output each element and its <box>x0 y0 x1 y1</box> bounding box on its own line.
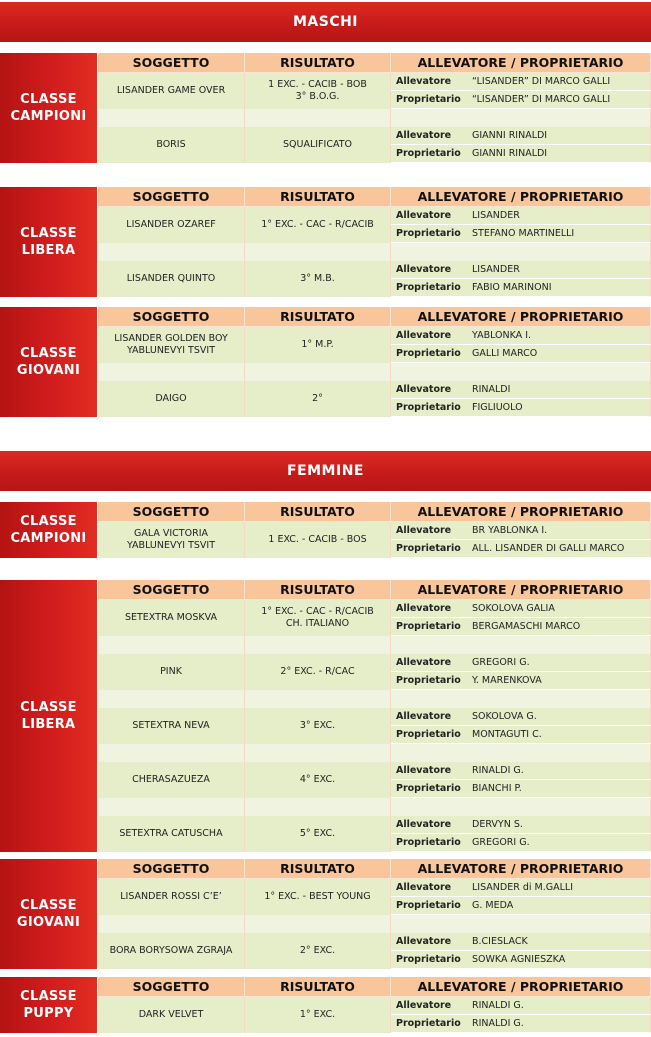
owner-name: GREGORI G. <box>472 837 530 848</box>
breeder-row <box>391 816 651 834</box>
breeder-role-label: Allevatore <box>396 330 452 341</box>
spacer-row <box>98 798 245 816</box>
subject-header: SOGGETTO <box>98 859 245 879</box>
result-text: 1° M.P. <box>301 339 334 350</box>
subject-name: SETEXTRA CATUSCHA <box>119 828 223 839</box>
class-section <box>0 859 651 969</box>
result-text: 4° EXC. <box>299 774 336 785</box>
result-cell <box>245 762 391 798</box>
owner-name: GALLI MARCO <box>472 348 538 359</box>
owner-role-label: Proprietario <box>396 402 461 413</box>
owner-row <box>391 91 651 109</box>
owner-row <box>391 225 651 243</box>
class-label <box>0 859 97 969</box>
breeder-row <box>391 127 651 145</box>
result-header: RISULTATO <box>245 53 391 73</box>
subject-cell <box>98 127 245 163</box>
subject-cell <box>98 933 245 969</box>
subject-cell <box>98 708 245 744</box>
subject-header: SOGGETTO <box>98 53 245 73</box>
owner-role-label: Proprietario <box>396 543 461 554</box>
breeder-name: LISANDER di M.GALLI <box>472 882 573 893</box>
owner-role-label: Proprietario <box>396 228 461 239</box>
subject-name: SETEXTRA MOSKVA <box>124 612 218 623</box>
class-label-line: CLASSE <box>20 989 77 1004</box>
owner-name: SOWKA AGNIESZKA <box>472 954 566 965</box>
result-header: RISULTATO <box>245 859 391 879</box>
owner-row <box>391 672 651 690</box>
breeder-role-label: Allevatore <box>396 603 452 614</box>
subject-name: YABLUNEVYI TSVIT <box>126 540 216 551</box>
result-header: RISULTATO <box>245 187 391 207</box>
subject-header: SOGGETTO <box>98 580 245 600</box>
subject-header: SOGGETTO <box>98 502 245 522</box>
owner-header: ALLEVATORE / PROPRIETARIO <box>391 859 651 879</box>
spacer-row <box>98 744 245 762</box>
class-label-line: CLASSE <box>20 226 77 241</box>
result-text: 1 EXC. - CACIB - BOB <box>268 79 367 90</box>
result-cell <box>245 879 391 915</box>
class-label <box>0 502 97 558</box>
spacer-row <box>245 915 391 933</box>
owner-header: ALLEVATORE / PROPRIETARIO <box>391 307 651 327</box>
owner-row <box>391 618 651 636</box>
class-section <box>0 307 651 417</box>
subject-name: LISANDER GOLDEN BOY <box>114 333 228 344</box>
owner-role-label: Proprietario <box>396 621 461 632</box>
spacer-row <box>391 636 651 654</box>
owner-header: ALLEVATORE / PROPRIETARIO <box>391 502 651 522</box>
owner-row <box>391 1015 651 1033</box>
breeder-row <box>391 261 651 279</box>
subject-cell <box>98 654 245 690</box>
subject-name: LISANDER ROSSI C’E’ <box>120 891 222 902</box>
owner-row <box>391 399 651 417</box>
owner-row <box>391 726 651 744</box>
owner-row <box>391 345 651 363</box>
owner-header: ALLEVATORE / PROPRIETARIO <box>391 580 651 600</box>
subject-cell <box>98 73 245 109</box>
subject-header: SOGGETTO <box>98 187 245 207</box>
owner-row <box>391 951 651 969</box>
result-cell <box>245 522 391 558</box>
breeder-row <box>391 708 651 726</box>
owner-role-label: Proprietario <box>396 1018 461 1029</box>
breeder-role-label: Allevatore <box>396 819 452 830</box>
subject-cell <box>98 816 245 852</box>
subject-cell <box>98 207 245 243</box>
class-label-line: PUPPY <box>23 1006 74 1021</box>
owner-row <box>391 279 651 297</box>
results-table <box>98 307 651 417</box>
result-cell <box>245 708 391 744</box>
result-text: 3° EXC. <box>299 720 336 731</box>
owner-name: STEFANO MARTINELLI <box>472 228 575 239</box>
result-text: 2° EXC. <box>299 945 336 956</box>
result-text: 1° EXC. - BEST YOUNG <box>264 891 371 902</box>
subject-name: DARK VELVET <box>138 1009 204 1020</box>
spacer-row <box>98 915 245 933</box>
breeder-name: SOKOLOVA G. <box>472 711 537 722</box>
class-label-line: LIBERA <box>21 717 76 732</box>
breeder-role-label: Allevatore <box>396 525 452 536</box>
owner-header: ALLEVATORE / PROPRIETARIO <box>391 977 651 997</box>
owner-row <box>391 145 651 163</box>
result-text: CH. ITALIANO <box>285 618 350 629</box>
spacer-row <box>391 363 651 381</box>
breeder-role-label: Allevatore <box>396 657 452 668</box>
breeder-row <box>391 654 651 672</box>
breeder-name: GREGORI G. <box>472 657 530 668</box>
results-table <box>98 502 651 558</box>
result-text: 1° EXC. - CAC - R/CACIB <box>261 219 374 230</box>
class-section <box>0 53 651 163</box>
subject-cell <box>98 762 245 798</box>
spacer-row <box>391 243 651 261</box>
breeder-row <box>391 381 651 399</box>
breeder-role-label: Allevatore <box>396 210 452 221</box>
subject-name: LISANDER GAME OVER <box>116 85 226 96</box>
owner-name: MONTAGUTI C. <box>472 729 542 740</box>
subject-name: DAIGO <box>155 393 187 404</box>
breeder-name: RINALDI <box>472 384 511 395</box>
results-table <box>98 580 651 852</box>
breeder-role-label: Allevatore <box>396 384 452 395</box>
subject-name: BORIS <box>156 139 186 150</box>
breeder-row <box>391 600 651 618</box>
subject-cell <box>98 327 245 363</box>
class-section <box>0 187 651 297</box>
owner-name: RINALDI G. <box>472 1018 524 1029</box>
class-label-line: CAMPIONI <box>10 531 87 546</box>
result-cell <box>245 816 391 852</box>
breeder-row <box>391 522 651 540</box>
owner-role-label: Proprietario <box>396 282 461 293</box>
results-table <box>98 977 651 1033</box>
owner-role-label: Proprietario <box>396 675 461 686</box>
results-table <box>98 187 651 297</box>
spacer-row <box>245 690 391 708</box>
class-section <box>0 502 651 558</box>
subject-cell <box>98 600 245 636</box>
subject-header: SOGGETTO <box>98 977 245 997</box>
owner-role-label: Proprietario <box>396 94 461 105</box>
spacer-row <box>245 363 391 381</box>
owner-role-label: Proprietario <box>396 348 461 359</box>
subject-name: LISANDER QUINTO <box>126 273 216 284</box>
result-text: 1° EXC. - CAC - R/CACIB <box>261 606 374 617</box>
breeder-role-label: Allevatore <box>396 76 452 87</box>
breeder-role-label: Allevatore <box>396 1000 452 1011</box>
owner-role-label: Proprietario <box>396 783 461 794</box>
spacer-row <box>245 798 391 816</box>
breeder-name: GIANNI RINALDI <box>472 130 548 141</box>
breeder-role-label: Allevatore <box>396 264 452 275</box>
result-text: 5° EXC. <box>299 828 336 839</box>
subject-cell <box>98 261 245 297</box>
result-cell <box>245 327 391 363</box>
breeder-name: RINALDI G. <box>472 765 524 776</box>
class-label <box>0 187 97 297</box>
breeder-role-label: Allevatore <box>396 711 452 722</box>
subject-name: LISANDER OZAREF <box>126 219 216 230</box>
subject-cell <box>98 381 245 417</box>
owner-name: GIANNI RINALDI <box>472 148 548 159</box>
breeder-name: LISANDER <box>472 264 520 275</box>
class-label-line: CLASSE <box>20 700 77 715</box>
owner-header: ALLEVATORE / PROPRIETARIO <box>391 187 651 207</box>
owner-name: FABIO MARINONI <box>472 282 552 293</box>
owner-name: BIANCHI P. <box>472 783 522 794</box>
spacer-row <box>245 636 391 654</box>
owner-row <box>391 780 651 798</box>
class-label <box>0 580 97 852</box>
breeder-name: YABLONKA I. <box>472 330 532 341</box>
class-label-line: GIOVANI <box>16 363 81 378</box>
result-text: 1° EXC. <box>299 1009 336 1020</box>
owner-row <box>391 834 651 852</box>
subject-header: SOGGETTO <box>98 307 245 327</box>
breeder-row <box>391 762 651 780</box>
breeder-name: LISANDER <box>472 210 520 221</box>
spacer-row <box>391 690 651 708</box>
result-header: RISULTATO <box>245 977 391 997</box>
result-text: 2° <box>312 393 323 404</box>
breeder-role-label: Allevatore <box>396 936 452 947</box>
result-text: 3° M.B. <box>300 273 335 284</box>
subject-cell <box>98 997 245 1033</box>
owner-role-label: Proprietario <box>396 837 461 848</box>
class-section <box>0 977 651 1033</box>
breeder-role-label: Allevatore <box>396 882 452 893</box>
class-label-line: CLASSE <box>20 514 77 529</box>
breeder-row <box>391 327 651 345</box>
owner-name: ALL. LISANDER DI GALLI MARCO <box>472 543 625 554</box>
result-text: 2° EXC. - R/CAC <box>280 666 355 677</box>
breeder-row <box>391 933 651 951</box>
class-label-line: LIBERA <box>21 243 76 258</box>
subject-name: SETEXTRA NEVA <box>132 720 210 731</box>
owner-role-label: Proprietario <box>396 900 461 911</box>
spacer-row <box>391 109 651 127</box>
owner-name: FIGLIUOLO <box>472 402 523 413</box>
breeder-name: DERVYN S. <box>472 819 523 830</box>
breeder-name: B.CIESLACK <box>472 936 528 947</box>
spacer-row <box>98 363 245 381</box>
breeder-row <box>391 73 651 91</box>
result-cell <box>245 207 391 243</box>
owner-role-label: Proprietario <box>396 954 461 965</box>
spacer-row <box>391 915 651 933</box>
class-label <box>0 977 97 1033</box>
owner-name: BERGAMASCHI MARCO <box>472 621 581 632</box>
result-cell <box>245 600 391 636</box>
subject-cell <box>98 879 245 915</box>
breeder-name: RINALDI G. <box>472 1000 524 1011</box>
owner-header: ALLEVATORE / PROPRIETARIO <box>391 53 651 73</box>
class-label-line: CLASSE <box>20 346 77 361</box>
class-label-line: CLASSE <box>20 92 77 107</box>
result-cell <box>245 933 391 969</box>
owner-name: “LISANDER” DI MARCO GALLI <box>472 94 611 105</box>
result-header: RISULTATO <box>245 580 391 600</box>
spacer-row <box>245 744 391 762</box>
owner-name: Y. MARENKOVA <box>472 675 542 686</box>
breeder-row <box>391 997 651 1015</box>
class-section <box>0 580 651 852</box>
results-table <box>98 53 651 163</box>
subject-name: GALA VICTORIA <box>133 528 208 539</box>
result-header: RISULTATO <box>245 502 391 522</box>
owner-role-label: Proprietario <box>396 729 461 740</box>
femmine-banner: FEMMINE <box>0 451 651 491</box>
breeder-name: BR YABLONKA I. <box>472 525 548 536</box>
result-cell <box>245 127 391 163</box>
maschi-banner: MASCHI <box>0 2 651 42</box>
result-text: SQUALIFICATO <box>283 139 352 150</box>
breeder-row <box>391 879 651 897</box>
owner-row <box>391 540 651 558</box>
spacer-row <box>98 243 245 261</box>
subject-name: CHERASAZUEZA <box>132 774 210 785</box>
spacer-row <box>98 690 245 708</box>
spacer-row <box>98 109 245 127</box>
owner-row <box>391 897 651 915</box>
result-header: RISULTATO <box>245 307 391 327</box>
owner-name: G. MEDA <box>472 900 514 911</box>
owner-role-label: Proprietario <box>396 148 461 159</box>
breeder-role-label: Allevatore <box>396 130 452 141</box>
spacer-row <box>98 636 245 654</box>
breeder-name: SOKOLOVA GALIA <box>472 603 555 614</box>
result-cell <box>245 73 391 109</box>
class-label-line: CLASSE <box>20 898 77 913</box>
class-label <box>0 53 97 163</box>
spacer-row <box>391 744 651 762</box>
spacer-row <box>245 243 391 261</box>
spacer-row <box>391 798 651 816</box>
breeder-role-label: Allevatore <box>396 765 452 776</box>
subject-name: PINK <box>160 666 182 677</box>
result-text: 3° B.O.G. <box>295 91 340 102</box>
result-text: 1 EXC. - CACIB - BOS <box>268 534 367 545</box>
result-cell <box>245 997 391 1033</box>
class-label-line: CAMPIONI <box>10 109 87 124</box>
breeder-name: “LISANDER” DI MARCO GALLI <box>472 76 611 87</box>
subject-name: BORA BORYSOWA ZGRAJA <box>109 945 233 956</box>
class-label-line: GIOVANI <box>16 915 81 930</box>
result-cell <box>245 654 391 690</box>
results-table <box>98 859 651 969</box>
class-label <box>0 307 97 417</box>
result-cell <box>245 381 391 417</box>
subject-name: YABLUNEVYI TSVIT <box>126 345 215 356</box>
breeder-row <box>391 207 651 225</box>
subject-cell <box>98 522 245 558</box>
spacer-row <box>245 109 391 127</box>
result-cell <box>245 261 391 297</box>
